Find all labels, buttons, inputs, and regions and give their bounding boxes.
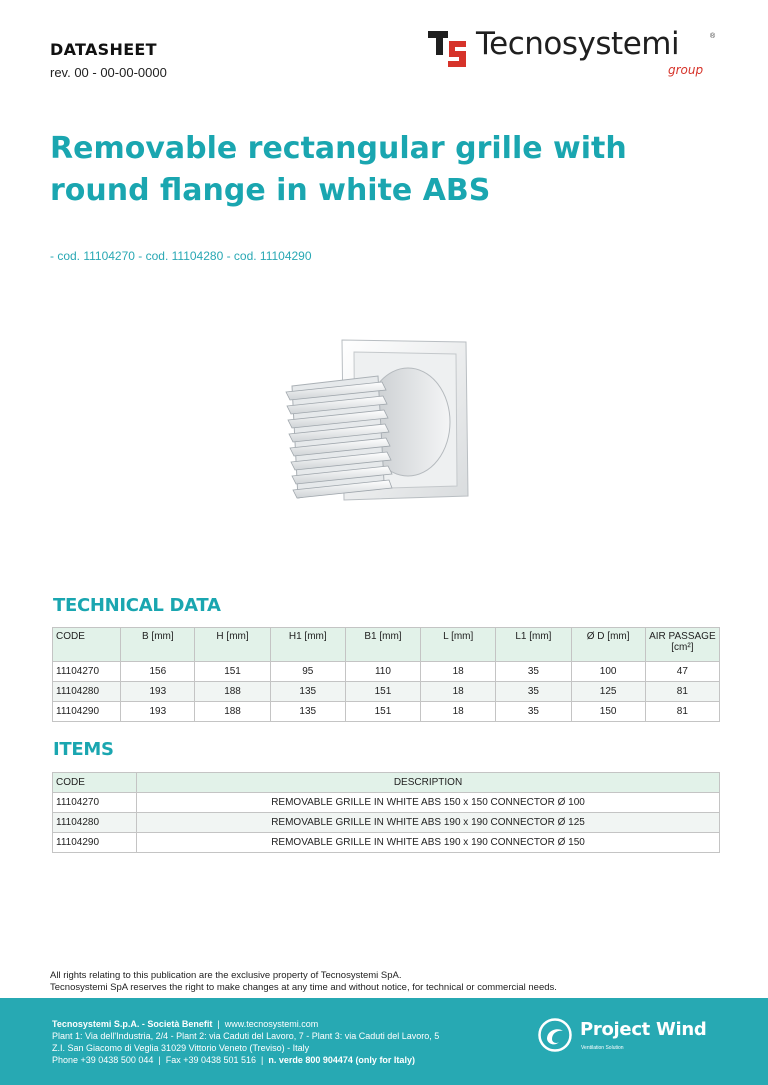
table-cell: 151 (195, 662, 270, 682)
column-header: L [mm] (421, 628, 496, 662)
table-cell: 11104280 (53, 813, 137, 833)
tecnosystemi-logo (428, 26, 728, 82)
table-cell: 156 (121, 662, 195, 682)
document-header (50, 40, 167, 80)
table-cell: 135 (270, 702, 345, 722)
table-header-row (53, 628, 720, 662)
phone-line: Phone +39 0438 500 044 | Fax +39 0438 501 516 | n. verde 800 904474 (only for Italy) (52, 1055, 415, 1065)
table-cell: 135 (270, 682, 345, 702)
fax-number: Fax +39 0438 501 516 (165, 1055, 257, 1065)
items-table (52, 772, 720, 853)
product-image (278, 336, 470, 516)
table-row (53, 682, 720, 702)
table-cell: 193 (121, 682, 195, 702)
table-cell: 18 (421, 702, 496, 722)
rights-line: All rights relating to this publication are the exclusive property of Tecnosystemi SpA. (50, 970, 402, 981)
table-cell: 11104270 (53, 662, 121, 682)
table-cell: 11104270 (53, 793, 137, 813)
website-link[interactable]: www.tecnosystemi.com (224, 1019, 319, 1029)
table-cell: 35 (496, 662, 571, 682)
toll-free-number: n. verde 800 904474 (only for Italy) (268, 1055, 415, 1065)
project-wind-swirl-icon (538, 1018, 572, 1052)
column-header: B [mm] (121, 628, 195, 662)
project-wind-tagline: Ventilation Solution (581, 1045, 624, 1051)
table-row (53, 702, 720, 722)
table-cell: 125 (571, 682, 645, 702)
table-cell: 11104290 (53, 833, 137, 853)
table-cell: 11104290 (53, 702, 121, 722)
column-header (645, 628, 719, 662)
items-title: ITEMS (53, 739, 114, 760)
table-cell: 18 (421, 682, 496, 702)
page-title: Removable rectangular grille with round flange in white ABS (50, 131, 627, 208)
project-wind-name: Project Wind (580, 1019, 707, 1040)
table-cell: 35 (496, 682, 571, 702)
table-cell: 150 (571, 702, 645, 722)
table-cell: 188 (195, 702, 270, 722)
table-cell: 151 (345, 702, 420, 722)
column-header: CODE (53, 773, 137, 793)
rights-line: Tecnosystemi SpA reserves the right to make changes at any time and without notice, for technical or commercial needs. (50, 982, 557, 993)
footer (0, 998, 768, 1085)
table-cell: 188 (195, 682, 270, 702)
column-header: DESCRIPTION (137, 773, 720, 793)
table-cell: REMOVABLE GRILLE IN WHITE ABS 190 x 190 CONNECTOR Ø 150 (137, 833, 720, 853)
table-row (53, 833, 720, 853)
table-cell: 151 (345, 682, 420, 702)
address-line: Z.I. San Giacomo di Veglia 31029 Vittorio Veneto (Treviso) - Italy (52, 1043, 310, 1053)
table-cell: 193 (121, 702, 195, 722)
column-header: CODE (53, 628, 121, 662)
table-row (53, 793, 720, 813)
air-passage-unit: [cm²] (671, 642, 694, 653)
table-cell: 81 (645, 702, 719, 722)
product-codes: - cod. 11104270 - cod. 11104280 - cod. 11104290 (50, 249, 312, 263)
tecnosystemi-logo-mark-icon (428, 29, 468, 69)
table-cell: REMOVABLE GRILLE IN WHITE ABS 150 x 150 CONNECTOR Ø 100 (137, 793, 720, 813)
table-cell: 11104280 (53, 682, 121, 702)
table-header-row (53, 773, 720, 793)
table-cell: 47 (645, 662, 719, 682)
table-cell: REMOVABLE GRILLE IN WHITE ABS 190 x 190 CONNECTOR Ø 125 (137, 813, 720, 833)
project-wind-logo (538, 1018, 728, 1062)
brand-group: group (668, 63, 704, 77)
footer-company-line: Tecnosystemi S.p.A. - Società Benefit | www.tecnosystemi.com (52, 1019, 319, 1029)
table-cell: 95 (270, 662, 345, 682)
revision-label: rev. 00 - 00-00-0000 (50, 65, 167, 80)
table-cell: 18 (421, 662, 496, 682)
column-header: L1 [mm] (496, 628, 571, 662)
air-passage-label: AIR PASSAGE (649, 631, 716, 642)
rights-notice (50, 970, 557, 994)
table-cell: 100 (571, 662, 645, 682)
table-row (53, 662, 720, 682)
table-cell: 81 (645, 682, 719, 702)
column-header: Ø D [mm] (571, 628, 645, 662)
phone-number: Phone +39 0438 500 044 (52, 1055, 154, 1065)
table-cell: 110 (345, 662, 420, 682)
column-header: B1 [mm] (345, 628, 420, 662)
footer-contact (52, 1018, 439, 1066)
table-cell: 35 (496, 702, 571, 722)
company-name: Tecnosystemi S.p.A. - Società Benefit (52, 1019, 213, 1029)
plants-line: Plant 1: Via dell'Industria, 2/4 - Plant 2: via Caduti del Lavoro, 7 - Plant 3: via Caduti del Lavoro, 5 (52, 1031, 440, 1041)
datasheet-label: DATASHEET (50, 40, 157, 59)
technical-data-table (52, 627, 720, 722)
column-header: H1 [mm] (270, 628, 345, 662)
registered-mark: ® (710, 33, 716, 40)
technical-data-title: TECHNICAL DATA (53, 595, 221, 616)
table-row (53, 813, 720, 833)
brand-name: Tecnosystemi (476, 26, 680, 62)
column-header: H [mm] (195, 628, 270, 662)
